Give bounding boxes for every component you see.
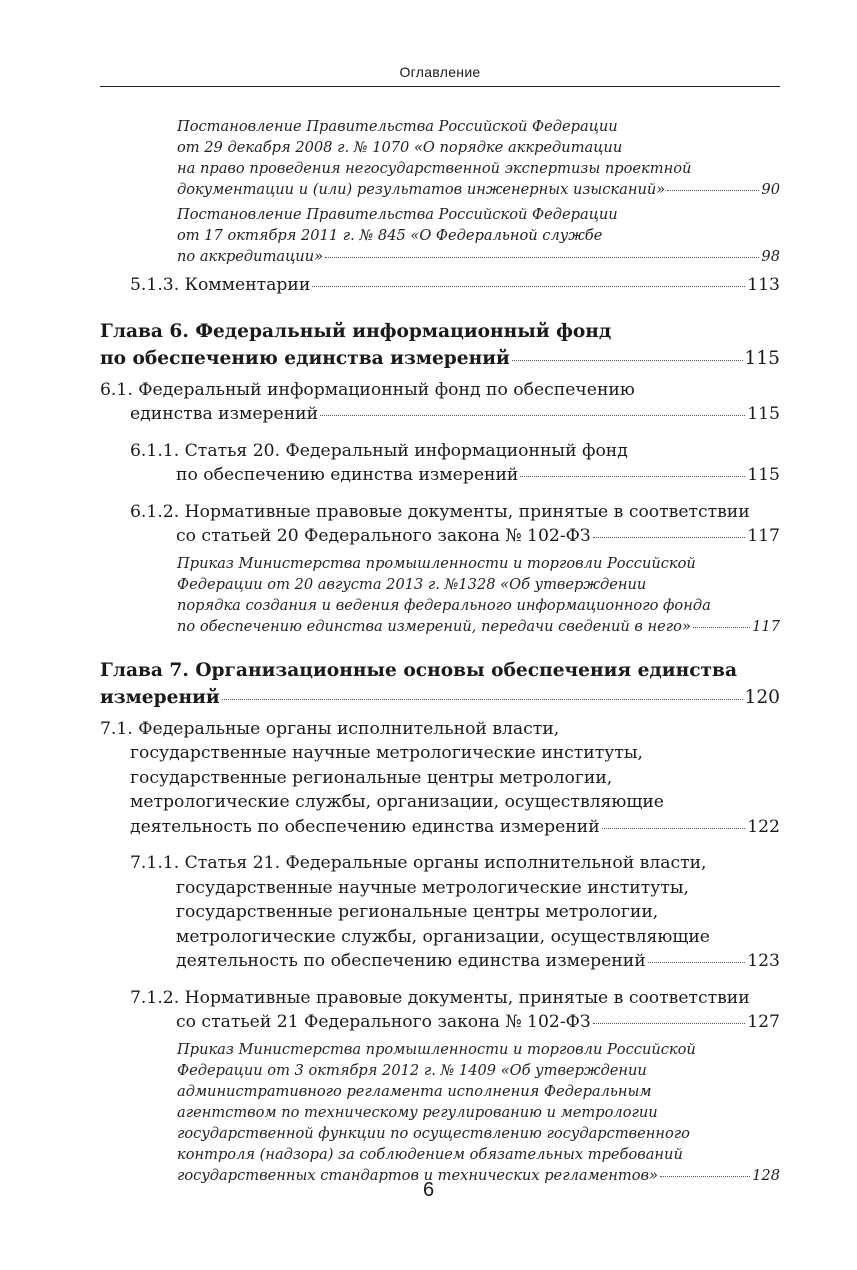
toc-entry-decree-845[interactable]: Постановление Правительства Российской Федерации от 17 октября 2011 г. № 845 «О Федеральной службе по аккредитации» 98 <box>177 206 780 265</box>
toc-entry-6-1-1[interactable]: 6.1.1. Статья 20. Федеральный информационный фонд по обеспечению единства измерений 115 <box>100 439 780 488</box>
dot-leader <box>693 627 750 628</box>
page-ref: 90 <box>761 181 780 198</box>
toc-entry-5-1-3[interactable]: 5.1.3. Комментарии 113 <box>100 273 780 298</box>
toc-entry-decree-1070[interactable]: Постановление Правительства Российской Федерации от 29 декабря 2008 г. № 1070 «О порядке аккредитации на право проведения негосударственной экспертизы проектной документации и (или) результатов инженерных изысканий» 90 <box>177 118 780 198</box>
dot-leader <box>325 257 759 258</box>
dot-leader <box>648 962 746 963</box>
toc-entry-7-1[interactable]: 7.1. Федеральные органы исполнительной власти, государственные научные метрологические институты, государственные региональные центры метрологии, метрологические службы, организации, осуществляющие деятельность по обеспечению единства измерений 122 <box>100 717 780 840</box>
table-of-contents <box>100 116 780 1186</box>
page-ref: 123 <box>747 951 780 971</box>
dot-leader <box>312 286 745 287</box>
running-header: Оглавление <box>399 64 481 80</box>
page-ref: 115 <box>747 465 780 485</box>
toc-entry-6-1-2[interactable]: 6.1.2. Нормативные правовые документы, принятые в соответствии со статьей 20 Федерального закона № 102-ФЗ 117 <box>100 500 780 549</box>
page-ref: 117 <box>752 617 780 635</box>
page-ref: 120 <box>744 686 780 708</box>
toc-entry-order-1409[interactable]: Приказ Министерства промышленности и торговли Российской Федерации от 3 октября 2012 г. № 1409 «Об утверждении административного регламента исполнения Федеральным агентством по техническому регулированию и метрологии государственной функции по осуществлению государственного контроля (надзора) за соблюдением обязательных требований государственных стандартов и технических регламентов» 128 <box>177 1040 780 1184</box>
page-ref: 122 <box>747 816 780 837</box>
page-ref: 127 <box>747 1012 780 1032</box>
page-number: 6 <box>422 1179 435 1201</box>
toc-entry-6-1[interactable]: 6.1. Федеральный информационный фонд по обеспечению единства измерений 115 <box>100 378 780 427</box>
dot-leader <box>320 415 745 416</box>
toc-entry-7-1-1[interactable]: 7.1.1. Статья 21. Федеральные органы исполнительной власти, государственные научные метрологические институты, государственные региональные центры метрологии, метрологические службы, организации, осуществляющие деятельность по обеспечению единства измерений 123 <box>100 851 780 974</box>
page-ref: 117 <box>747 526 780 546</box>
dot-leader <box>660 1176 750 1177</box>
dot-leader <box>602 828 746 829</box>
dot-leader <box>520 476 745 477</box>
page-ref: 98 <box>761 248 780 265</box>
dot-leader <box>667 190 759 191</box>
toc-chapter-6[interactable]: Глава 6. Федеральный информационный фонд по обеспечению единства измерений 115 <box>100 318 780 372</box>
header-rule <box>100 86 780 87</box>
dot-leader <box>222 699 743 700</box>
dot-leader <box>593 1023 746 1024</box>
toc-entry-7-1-2[interactable]: 7.1.2. Нормативные правовые документы, принятые в соответствии со статьей 21 Федерального закона № 102-ФЗ 127 <box>100 986 780 1035</box>
dot-leader <box>512 360 743 361</box>
page-ref: 113 <box>747 275 780 295</box>
toc-entry-order-1328[interactable]: Приказ Министерства промышленности и торговли Российской Федерации от 20 августа 2013 г. №1328 «Об утверждении порядка создания и ведения федерального информационного фонда по обеспечению единства измерений, передачи сведений в него» 117 <box>177 554 780 635</box>
dot-leader <box>593 537 746 538</box>
toc-chapter-7[interactable]: Глава 7. Организационные основы обеспечения единства измерений 120 <box>100 657 780 711</box>
page-ref: 115 <box>744 347 780 369</box>
page-ref: 128 <box>752 1166 780 1184</box>
page-ref: 115 <box>747 404 780 424</box>
